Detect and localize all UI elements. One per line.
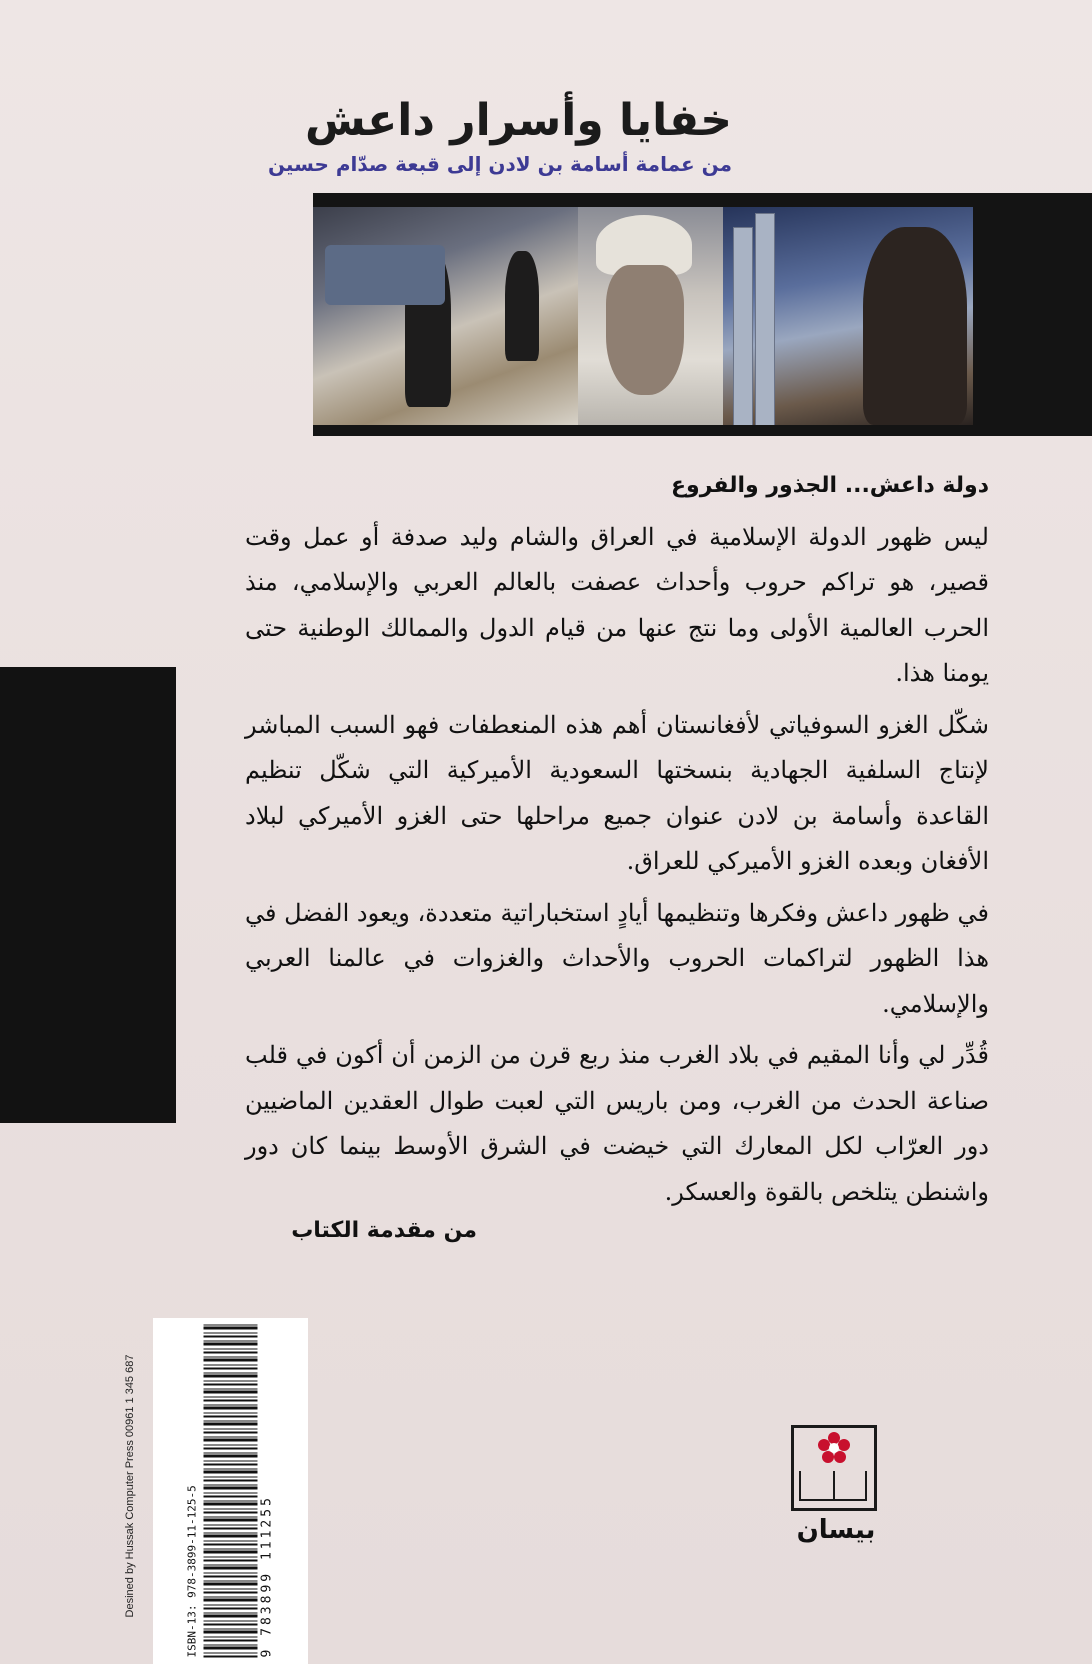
tower-shape <box>755 213 775 425</box>
tower-shape <box>733 227 753 425</box>
photo-towers <box>723 207 973 425</box>
book-subtitle: من عمامة أسامة بن لادن إلى قبعة صدّام حسين <box>267 152 732 176</box>
publisher-logo <box>791 1425 881 1549</box>
book-title: خفايا وأسرار داعش <box>305 95 732 146</box>
open-book-icon <box>799 1471 867 1501</box>
isbn-label: ISBN-13: 978-3899-11-125-5 <box>185 1485 199 1658</box>
blurb-source: من مقدمة الكتاب <box>291 1218 477 1243</box>
photo-militants <box>313 207 578 425</box>
barcode-bars <box>204 1324 258 1658</box>
photo-portrait <box>578 207 723 425</box>
portrait-shape <box>863 227 967 425</box>
flower-icon <box>817 1431 851 1465</box>
blurb-paragraph: ليس ظهور الدولة الإسلامية في العراق والشام وليد صدفة أو عمل وقت قصير، هو تراكم حروب وأحداث عصفت بالعالم العربي والإسلامي، منذ الحرب العالمية الأولى وما نتج عنها من قيام الدول والممالك الوطنية حتى يومنا هذا. <box>245 522 989 687</box>
figure-silhouette <box>505 251 539 361</box>
blurb-heading: دولة داعش... الجذور والفروع <box>671 473 989 498</box>
vehicle-shape <box>325 245 445 305</box>
barcode-panel <box>153 1318 308 1664</box>
publisher-name: بيسان <box>796 1515 876 1545</box>
blurb-paragraph: في ظهور داعش وفكرها وتنظيمها أيادٍ استخباراتية متعددة، ويعود الفضل في هذا الظهور لتراكمات الحروب والأحداث والغزوات في عالمنا العربي والإسلامي. <box>245 898 989 1018</box>
barcode <box>184 1318 279 1664</box>
barcode-digits: 9 783899 111255 <box>259 1495 275 1658</box>
face-shape <box>606 265 684 395</box>
blurb <box>245 463 989 1221</box>
photo-collage <box>313 207 973 425</box>
blurb-paragraph: شكّل الغزو السوفياتي لأفغانستان أهم هذه المنعطفات فهو السبب المباشر لإنتاج السلفية الجهادية بنسختها السعودية الأميركية التي شكّل تنظيم القاعدة وأسامة بن لادن عنوان جميع مراحلها حتى الغزو الأميركي لبلاد الأفغان وبعده الغزو الأميركي للعراق. <box>245 710 989 875</box>
design-credit: Desined by Hussak Computer Press 00961 1 345 687 <box>124 1354 136 1618</box>
spine-block <box>0 667 176 1123</box>
blurb-paragraph: قُدِّر لي وأنا المقيم في بلاد الغرب منذ ربع قرن من الزمن أن أكون في قلب صناعة الحدث من الغرب، ومن باريس التي لعبت طوال العقدين الماضيين دور العرّاب لكل المعارك التي خيضت في الشرق الأوسط بينما كان دور واشنطن يتلخص بالقوة والعسكر. <box>245 1041 989 1206</box>
